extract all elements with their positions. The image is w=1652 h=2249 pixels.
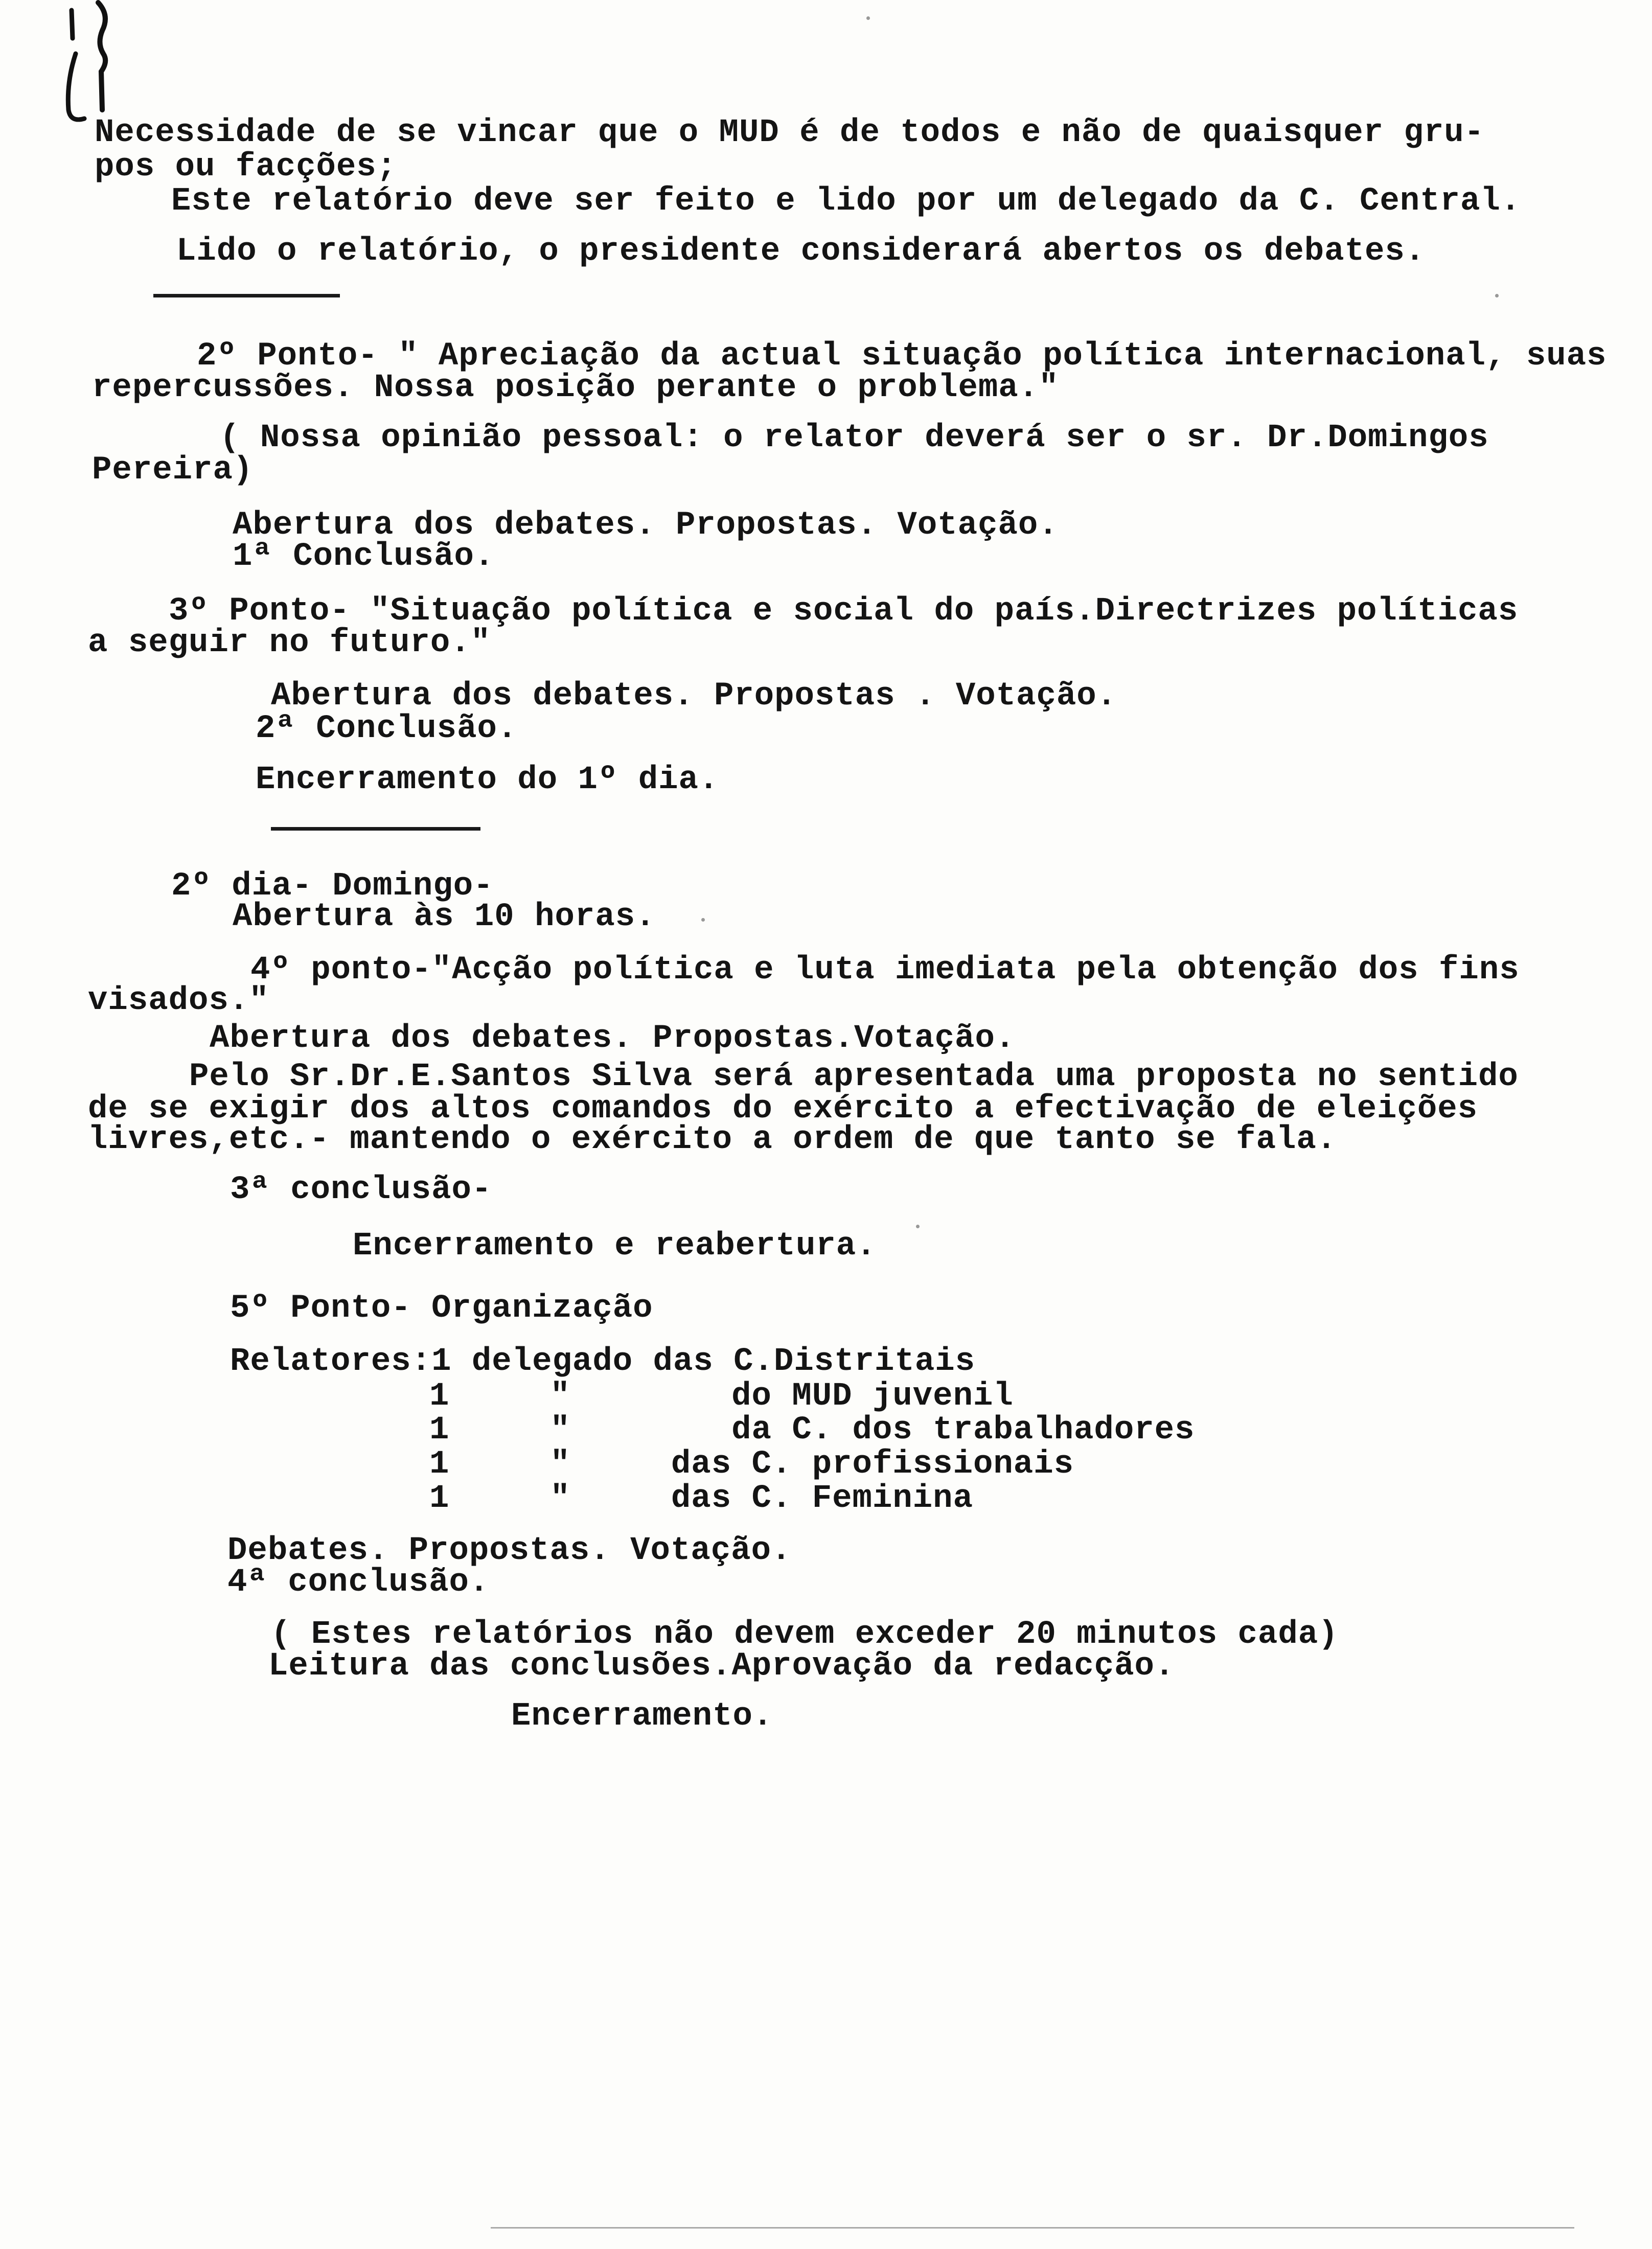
scan-speck <box>916 1225 920 1228</box>
scan-speck <box>701 918 705 922</box>
text-line: Necessidade de se vincar que o MUD é de todos e não de quaisquer gru- <box>95 114 1485 151</box>
text-line: Lido o relatório, o presidente considerará abertos os debates. <box>176 233 1426 270</box>
text-line: Abertura dos debates. Propostas. Votação. <box>233 507 1059 544</box>
text-line: Debates. Propostas. Votação. <box>227 1532 792 1569</box>
text-line: repercussões. Nossa posição perante o problema." <box>92 370 1059 406</box>
text-line: Leitura das conclusões.Aprovação da redacção. <box>268 1648 1175 1685</box>
text-line: 2ª Conclusão. <box>256 710 518 747</box>
text-line: Abertura dos debates. Propostas.Votação. <box>210 1020 1016 1057</box>
text-line: livres,etc.- mantendo o exército a ordem de que tanto se fala. <box>88 1121 1337 1158</box>
text-line: visados." <box>88 982 269 1019</box>
text-line: ( Nossa opinião pessoal: o relator deverá ser o sr. Dr.Domingos <box>220 420 1489 456</box>
text-line: 1ª Conclusão. <box>233 538 495 575</box>
text-line: Pereira) <box>92 452 254 489</box>
text-line: Relatores:1 delegado das C.Distritais <box>230 1343 976 1380</box>
section-divider <box>271 827 480 831</box>
text-line: 1 " das C. Feminina <box>429 1480 973 1517</box>
scan-speck <box>866 16 870 20</box>
text-line: Encerramento do 1º dia. <box>256 762 719 798</box>
text-line: Abertura às 10 horas. <box>233 899 656 935</box>
text-line: 5º Ponto- Organização <box>230 1290 653 1327</box>
text-line: 4ª conclusão. <box>227 1564 490 1601</box>
text-line: 1 " do MUD juvenil <box>429 1378 1014 1415</box>
text-line: Abertura dos debates. Propostas . Votação. <box>271 678 1117 715</box>
text-line: Este relatório deve ser feito e lido por um delegado da C. Central. <box>171 183 1521 220</box>
text-line: Encerramento. <box>511 1698 773 1735</box>
section-divider <box>153 294 340 297</box>
text-line: 2º dia- Domingo- <box>171 868 494 905</box>
text-line: Pelo Sr.Dr.E.Santos Silva será apresentada uma proposta no sentido <box>189 1059 1519 1095</box>
text-line: 1 " da C. dos trabalhadores <box>429 1412 1195 1449</box>
text-line: 3º Ponto- "Situação política e social do país.Directrizes políticas <box>169 593 1519 630</box>
text-line: pos ou facções; <box>95 149 397 186</box>
text-line: ( Estes relatórios não devem exceder 20 minutos cada) <box>271 1616 1339 1653</box>
text-line: 2º Ponto- " Apreciação da actual situação política internacional, suas <box>197 338 1607 375</box>
text-line: 3ª conclusão- <box>230 1172 492 1208</box>
page-edge-line <box>491 2227 1574 2229</box>
text-line: 1 " das C. profissionais <box>429 1446 1074 1483</box>
text-line: a seguir no futuro." <box>88 625 491 661</box>
text-line: Encerramento e reabertura. <box>353 1228 877 1265</box>
text-line: de se exigir dos altos comandos do exército a efectivação de eleições <box>88 1091 1478 1128</box>
scan-speck <box>1495 294 1499 297</box>
text-line: 4º ponto-"Acção política e luta imediata pela obtenção dos fins <box>250 952 1520 989</box>
